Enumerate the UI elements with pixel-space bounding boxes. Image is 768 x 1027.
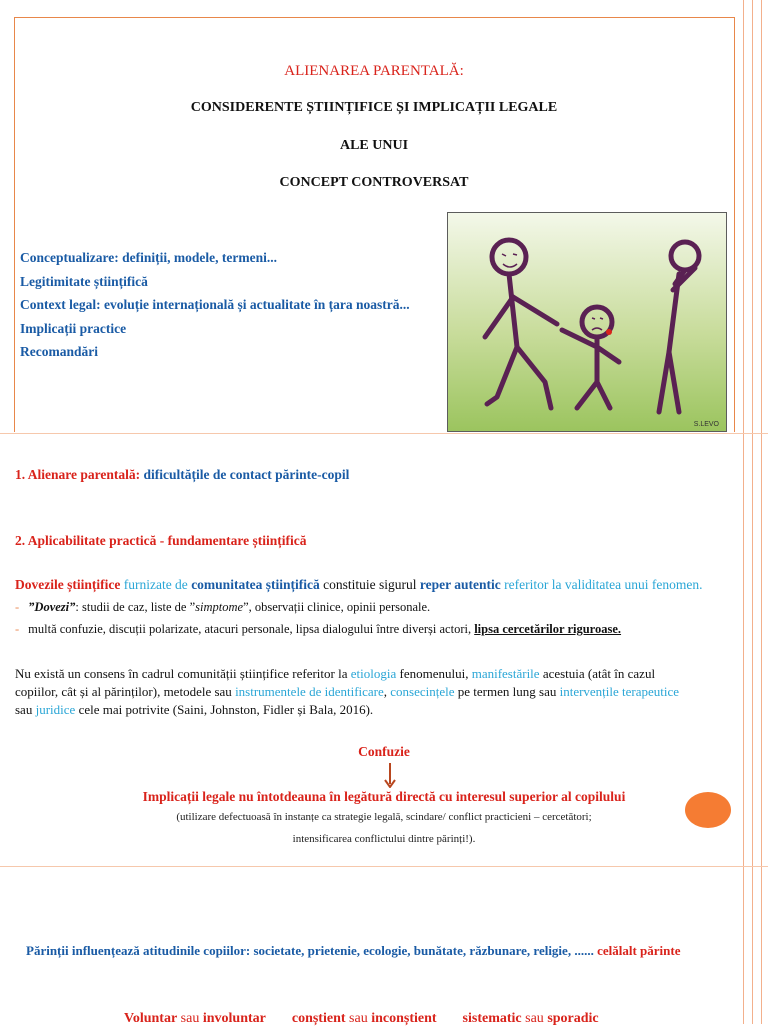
para-text: cele mai potrivite (Saini, Johnston, Fidler și Bala, 2016). [75,702,374,717]
slide-separator [0,433,768,434]
behaviour-term: conștient [291,1011,346,1026]
para-text: sau [15,702,36,717]
edge-line [752,866,753,1024]
family-illustration [447,212,727,432]
section-text: dificultățile de contact părinte-copil [143,467,350,482]
proof-term: Dovezile științifice [15,577,121,592]
para-term: juridice [35,702,76,717]
agenda-item: Conceptualizare: definiții, modele, termeni... [20,250,277,265]
list-item [15,600,430,615]
behaviour-connector: sau [177,1011,203,1026]
behaviour-types [124,1011,599,1027]
agenda-item: Legitimitate științifică [20,273,148,289]
behaviour-term: sporadic [547,1011,599,1026]
para-term: instrumentele de identificare [235,684,384,699]
presentation-subtitle: ALE UNUI [339,138,409,153]
edge-line [761,866,762,1024]
edge-line [743,866,744,1024]
influence-text: Părinții influențează atitudinile copiilor: societate, prietenie, ecologie, bunătate, răzbunare, religie, ...... [26,943,594,958]
legal-note: (utilizare defectuoasă în instanțe ca strategie legală, scindare/ conflict practicieni – cercetători; [176,811,592,823]
proof-term: comunitatea științifică [191,577,320,592]
behaviour-term: inconștient [371,1011,437,1026]
list-term: simptome [195,600,244,614]
list-text: : studii de caz, liste de ” [75,600,196,614]
orange-circle [685,792,731,828]
proof-text: constituie sigurul [319,577,420,592]
illustration-signature: S.LEVO [693,421,719,428]
list-item [15,622,621,637]
para-term: manifestările [471,666,540,681]
behaviour-term: involuntar [202,1011,266,1026]
para-text: , [383,684,391,699]
behaviour-term: Voluntar [124,1011,178,1026]
para-term: etiologia [350,666,397,681]
dash-bullet: - [15,600,20,614]
proof-term: reper autentic [419,577,501,592]
para-text: fenomenului, [396,666,472,681]
presentation-subtitle: CONCEPT CONTROVERSAT [279,175,469,190]
para-text: Nu există un consens în cadrul comunității științifice referitor la [15,666,351,681]
influence-highlight: celălalt părinte [593,943,681,958]
behaviour-connector: sau [345,1011,372,1026]
proof-paragraph [15,577,702,593]
influence-line [26,943,680,959]
para-text: pe termen lung sau [454,684,560,699]
edge-line [761,0,762,433]
confusion-label: Confuzie [358,744,410,759]
para-text: copiilor, cât și al părinților), metodele sau [15,684,236,699]
section-number: 1. Alienare parentală: [15,467,141,482]
section-2-heading: 2. Aplicabilitate practică - fundamentare științifică [15,533,307,548]
agenda-item: Recomandări [20,344,98,359]
list-text: multă confuzie, discuții polarizate, atacuri personale, lipsa dialogului între diverși actori, [28,622,475,636]
section-1-heading [15,467,349,483]
legal-note: intensificarea conflictului dintre părinți!). [292,833,476,845]
dash-bullet: - [15,622,20,636]
para-term: intervențile terapeutice [559,684,680,699]
agenda-list [20,250,410,368]
presentation-title: ALIENAREA PARENTALĂ: [284,63,464,79]
list-term: ”Dovezi” [28,600,76,614]
agenda-item: Context legal: evoluție internațională și actualitate în țara noastră... [20,297,410,312]
para-text: acestuia (atât în cazul [539,666,656,681]
agenda-item: Implicații practice [20,320,127,336]
legal-implications: Implicații legale nu întotdeauna în legătură directă cu interesul superior al copilului [142,789,626,804]
proof-text: furnizate de [120,577,192,592]
list-text: ”, observații clinice, opinii personale. [243,600,431,614]
slide-title [0,0,768,433]
down-arrow-icon [383,762,397,788]
edge-line [752,0,753,433]
para-term: consecințele [390,684,455,699]
slide-separator [0,866,768,867]
behaviour-connector: sau [521,1011,548,1026]
list-term: lipsa cercetărilor riguroase. [474,622,622,636]
proof-text: referitor la validitatea unui fenomen. [500,577,703,592]
behaviour-term: sistematic [462,1011,522,1026]
presentation-subtitle: CONSIDERENTE ȘTIINȚIFICE ȘI IMPLICAȚII LEGALE [190,100,558,115]
consensus-paragraph [15,665,679,719]
